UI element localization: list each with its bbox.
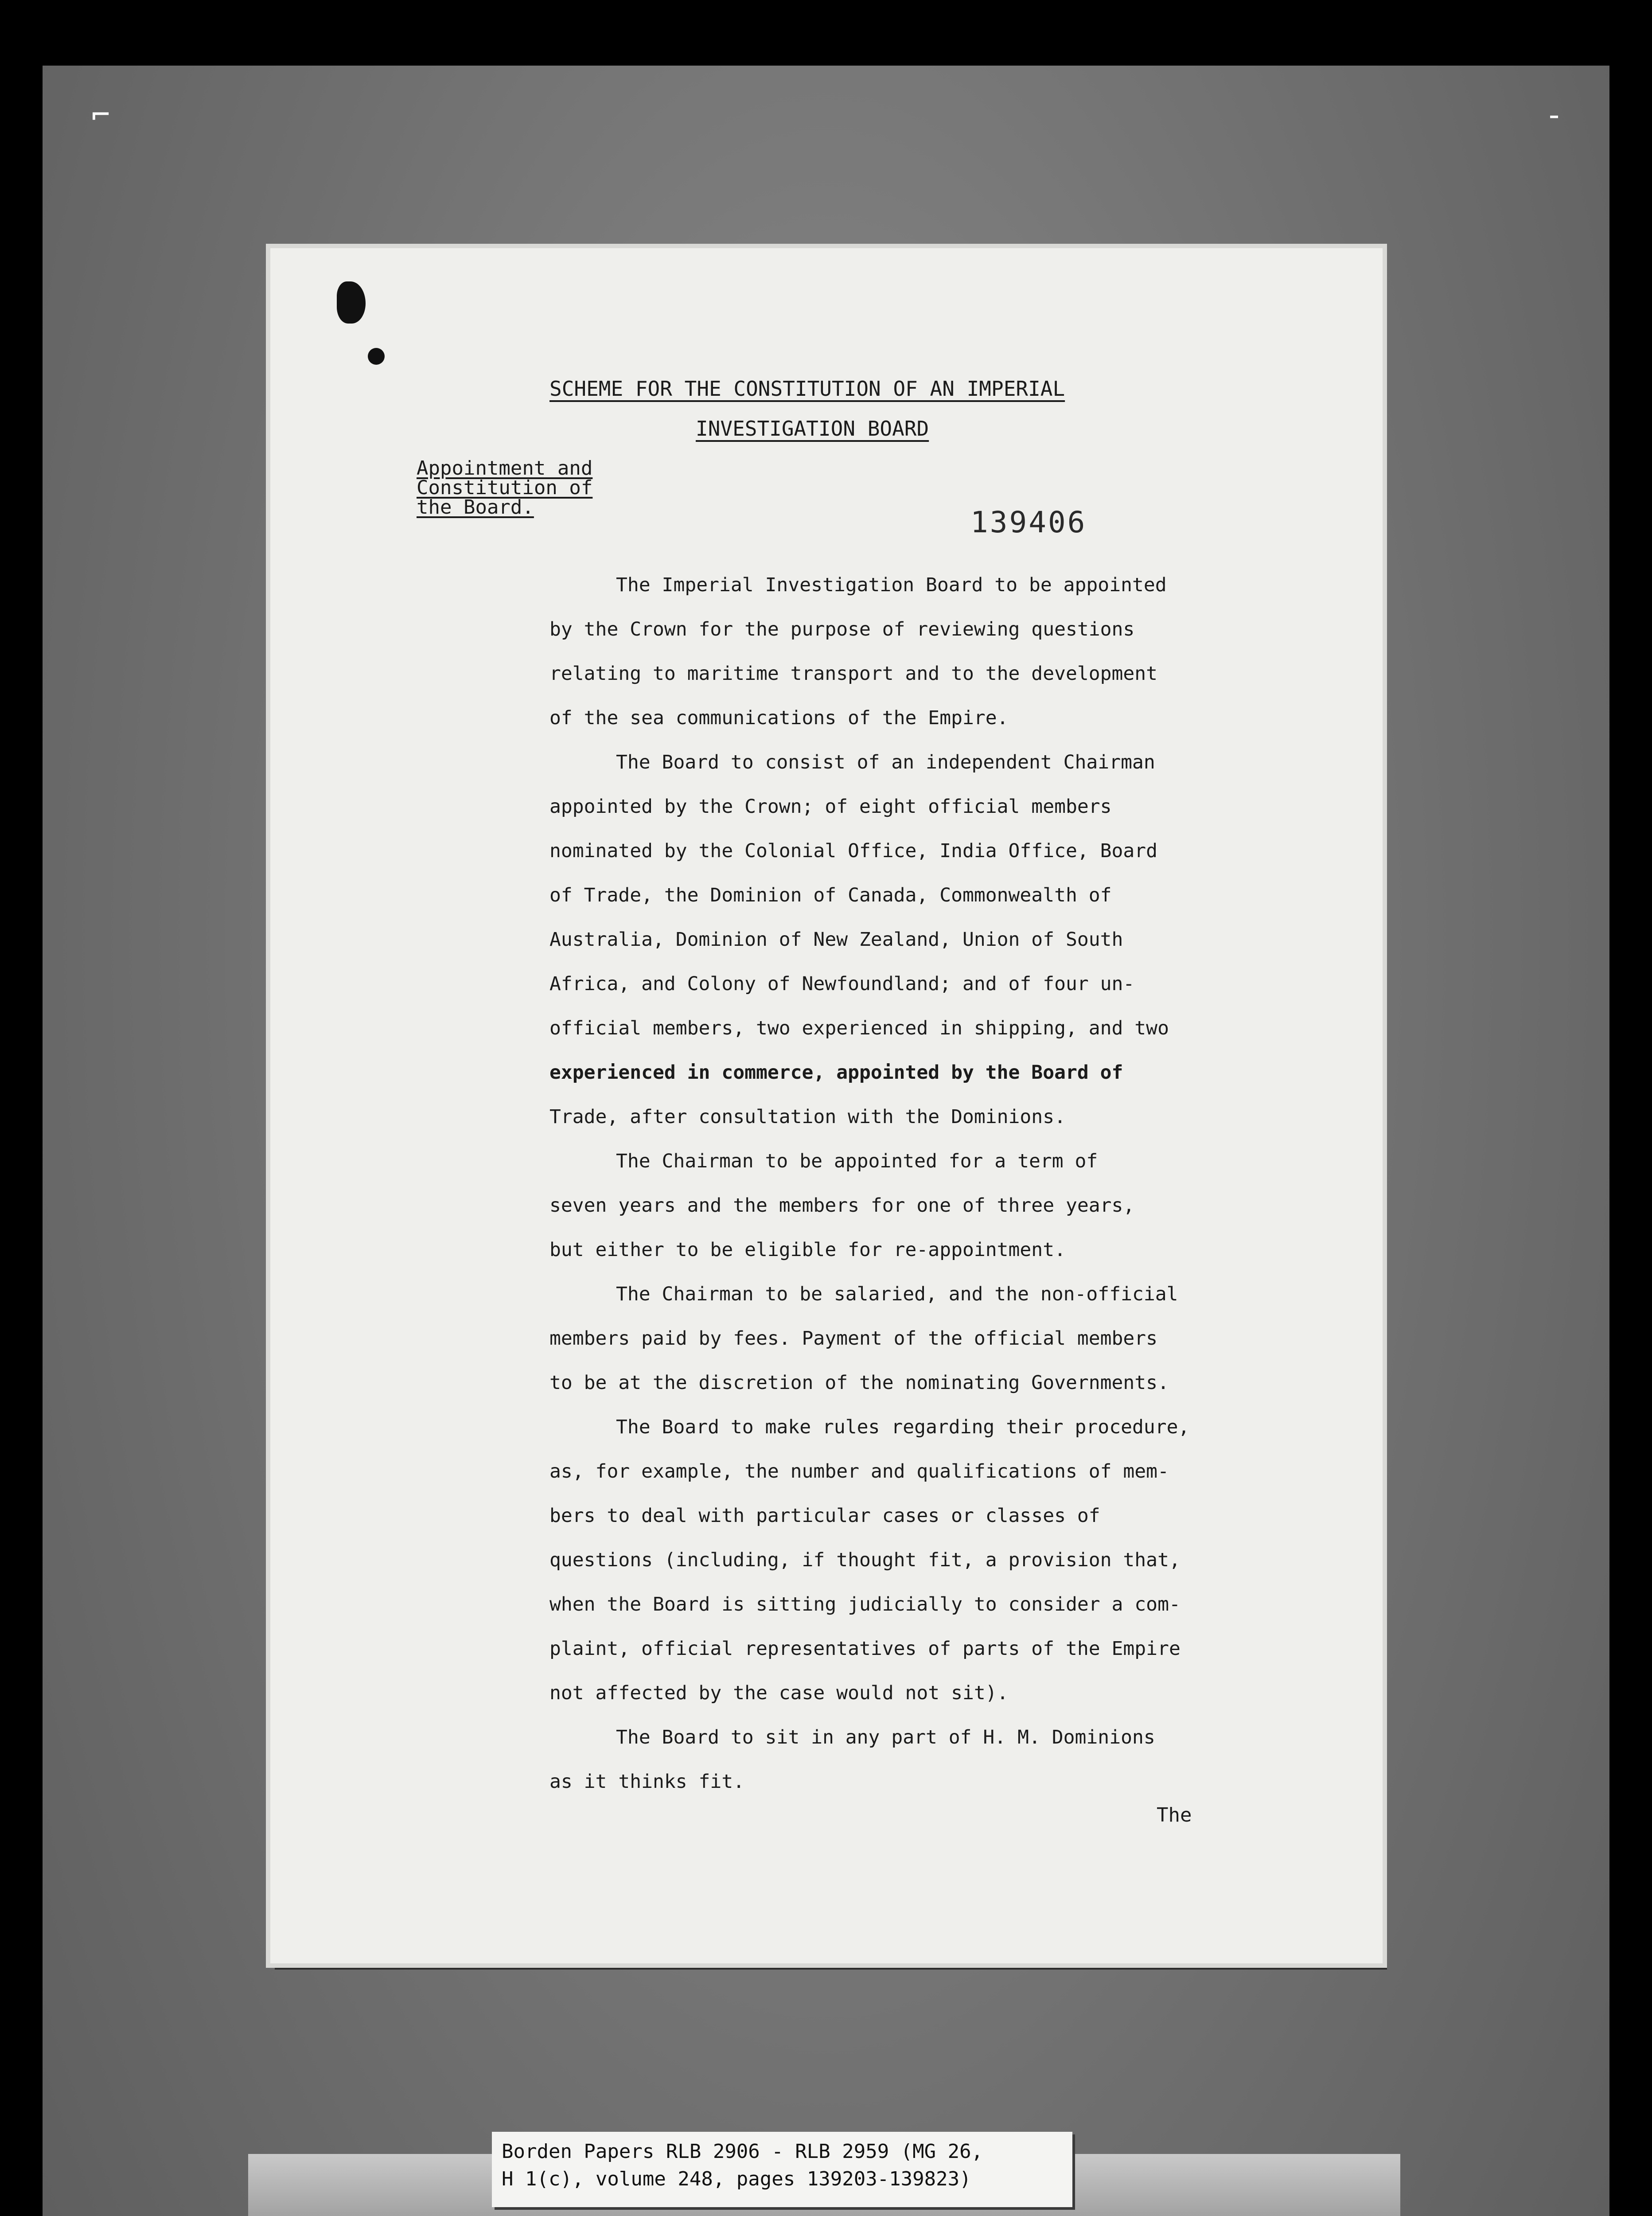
document-line: The Board to consist of an independent Chairman <box>616 751 1155 773</box>
document-line: when the Board is sitting judicially to consider a com- <box>549 1593 1181 1615</box>
document-line: The Imperial Investigation Board to be appointed <box>616 574 1167 596</box>
document-line: nominated by the Colonial Office, India Office, Board <box>549 840 1158 862</box>
document-line: not affected by the case would not sit). <box>549 1682 1009 1704</box>
document-line: appointed by the Crown; of eight official members <box>549 796 1112 818</box>
document-line: Trade, after consultation with the Dominions. <box>549 1106 1066 1128</box>
document-title-line2: INVESTIGATION BOARD <box>696 417 929 441</box>
margin-note-line: Appointment and <box>417 457 593 480</box>
archive-reference-line: H 1(c), volume 248, pages 139203-139823) <box>502 2168 971 2190</box>
document-line: The Chairman to be appointed for a term of <box>616 1150 1098 1172</box>
document-line: Africa, and Colony of Newfoundland; and of four un- <box>549 973 1135 995</box>
document-line: Australia, Dominion of New Zealand, Union of South <box>549 929 1123 951</box>
frame-corner-mark: ⌐ <box>91 97 110 133</box>
document-line: of Trade, the Dominion of Canada, Commonwealth of <box>549 884 1112 906</box>
document-body <box>549 563 1312 1804</box>
document-line: to be at the discretion of the nominating Governments. <box>549 1372 1169 1394</box>
document-line: bers to deal with particular cases or classes of <box>549 1505 1100 1527</box>
folio-number: 139406 <box>970 505 1087 539</box>
document-line: by the Crown for the purpose of reviewing questions <box>549 618 1135 640</box>
document-page <box>270 248 1383 1963</box>
archive-reference-label <box>492 2132 1072 2207</box>
document-line: official members, two experienced in shipping, and two <box>549 1017 1169 1039</box>
archive-reference-line: Borden Papers RLB 2906 - RLB 2959 (MG 26, <box>502 2140 983 2163</box>
document-line: of the sea communications of the Empire. <box>549 707 1009 729</box>
document-line: relating to maritime transport and to the development <box>549 663 1158 685</box>
document-line: The Board to make rules regarding their procedure, <box>616 1416 1190 1438</box>
document-title-line1: SCHEME FOR THE CONSTITUTION OF AN IMPERIAL <box>549 377 1065 401</box>
ink-blot <box>337 281 366 324</box>
document-line: experienced in commerce, appointed by the Board of <box>549 1061 1123 1084</box>
margin-note-line: Constitution of <box>417 476 593 499</box>
document-line: as it thinks fit. <box>549 1771 745 1793</box>
margin-note-line: the Board. <box>417 496 534 519</box>
document-line: as, for example, the number and qualifications of mem- <box>549 1460 1169 1483</box>
margin-note <box>417 459 592 517</box>
document-line: The Board to sit in any part of H. M. Dominions <box>616 1726 1155 1748</box>
document-line: but either to be eligible for re-appointment. <box>549 1239 1066 1261</box>
document-line: questions (including, if thought fit, a provision that, <box>549 1549 1181 1571</box>
document-line: seven years and the members for one of three years, <box>549 1194 1135 1217</box>
document-line: members paid by fees. Payment of the official members <box>549 1327 1158 1350</box>
document-line: plaint, official representatives of parts of the Empire <box>549 1638 1181 1660</box>
frame-corner-mark: - <box>1545 97 1564 133</box>
ink-blot <box>368 348 385 365</box>
document-line: The Chairman to be salaried, and the non-official <box>616 1283 1178 1305</box>
catchword: The <box>1157 1804 1192 1826</box>
